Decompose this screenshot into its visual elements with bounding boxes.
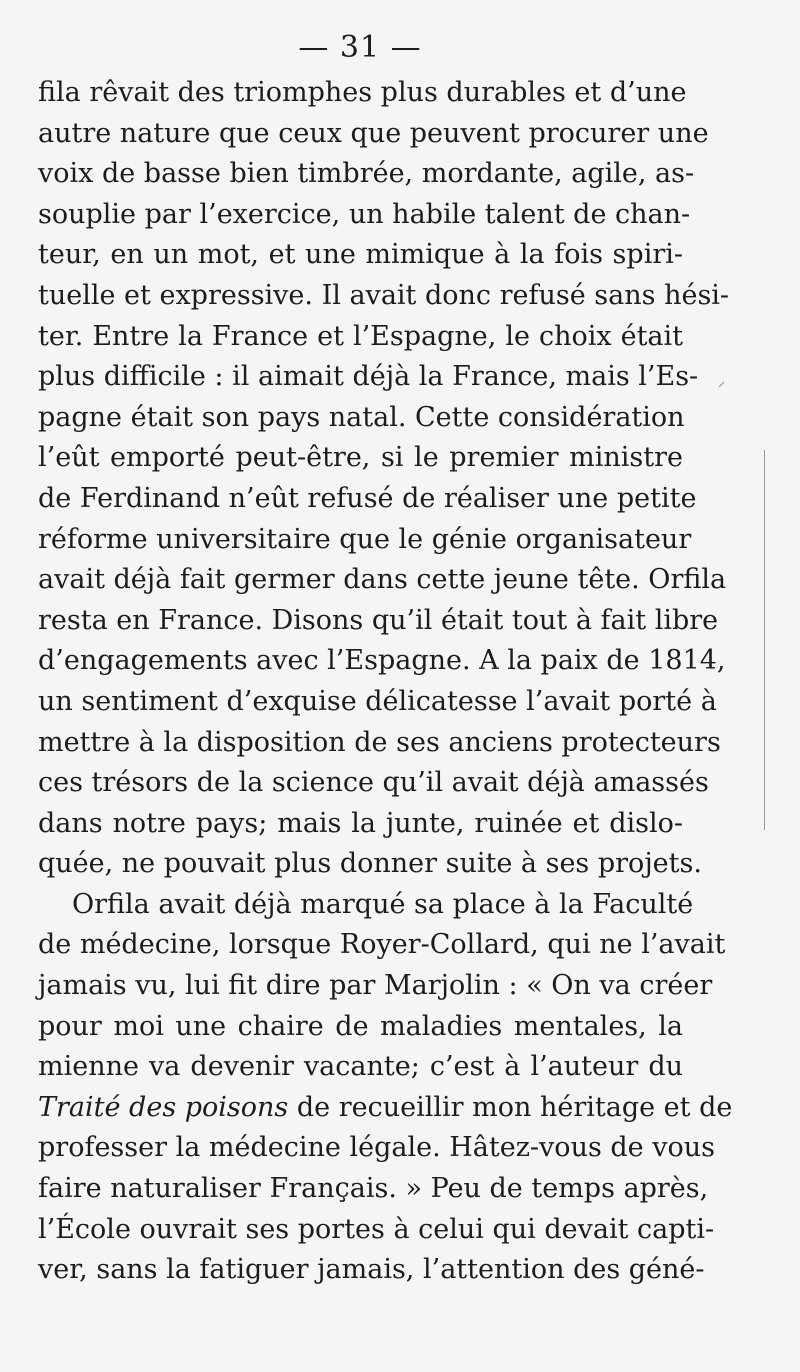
text-line-rest: de recueillir mon héritage et de [288,1091,733,1123]
text-line-with-italic-title [38,1088,733,1129]
text-line: l’eût emporté peut-être, si le premier ministre [38,442,683,474]
text-line: faire naturaliser Français. » Peu de temps après, [38,1173,709,1205]
gutter-line [764,450,765,830]
text-line: ces trésors de la science qu’il avait déjà amassés [38,767,709,799]
text-line: ter. Entre la France et l’Espagne, le choix était [38,320,683,352]
text-line: teur, en un mot, et une mimique à la fois spiri- [38,239,683,271]
text-line: souplie par l’exercice, un habile talent de chan- [38,198,691,230]
text-line: fila rêvait des triomphes plus durables et d’une [38,77,687,108]
text-line: réforme universitaire que le génie organisateur [38,523,692,555]
text-line: de médecine, lorsque Royer-Collard, qui ne l’avait [38,929,726,961]
text-line: ver, sans la fatiguer jamais, l’attention des géné- [38,1254,705,1286]
body-text [38,73,733,1291]
text-line: quée, ne pouvait plus donner suite à ses projets. [38,848,702,880]
text-line: tuelle et expressive. Il avait donc refusé sans hési- [38,279,730,311]
text-line: jamais vu, lui fit dire par Marjolin : « On va créer [38,970,713,1002]
text-line: un sentiment d’exquise délicatesse l’avait porté à [38,685,717,717]
text-line: d’engagements avec l’Espagne. A la paix de 1814, [38,645,726,677]
text-line: resta en France. Disons qu’il était tout à fait libre [38,604,719,636]
page-number: — 31 — [298,30,422,65]
text-line: pagne était son pays natal. Cette considération [38,401,685,433]
text-line: professer la médecine légale. Hâtez-vous de vous [38,1132,715,1164]
text-line: de Ferdinand n’eût refusé de réaliser une petite [38,482,697,514]
text-line: Orfila avait déjà marqué sa place à la Faculté [72,888,694,920]
text-line: mienne va devenir vacante; c’est à l’auteur du [38,1051,683,1083]
text-line: pour moi une chaire de maladies mentales, la [38,1010,683,1042]
text-line: dans notre pays; mais la junte, ruinée et dislo- [38,807,683,839]
text-line: mettre à la disposition de ses anciens protecteurs [38,726,721,758]
text-line: l’École ouvrait ses portes à celui qui devait capti- [38,1213,715,1245]
text-line: autre nature que ceux que peuvent procurer une [38,117,709,149]
margin-mark: ⸝ [718,374,725,390]
book-title-italic: Traité des poisons [38,1091,289,1123]
text-line: plus difficile : il aimait déjà la France, mais l’Es- [38,361,699,393]
text-line: avait déjà fait germer dans cette jeune tête. Orfila [38,564,727,596]
text-line: voix de basse bien timbrée, mordante, agile, as- [38,158,695,190]
